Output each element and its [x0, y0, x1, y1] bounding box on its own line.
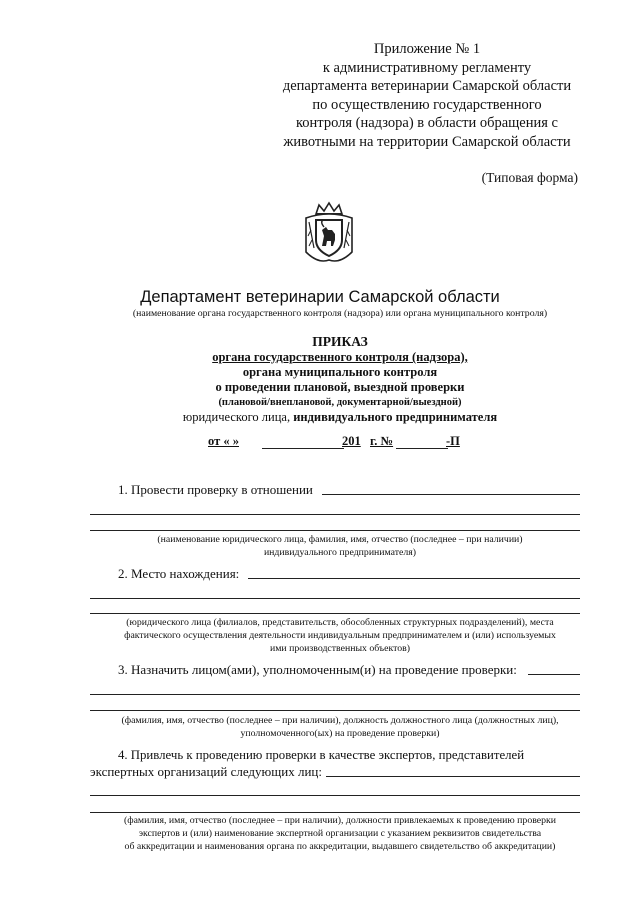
item-2-note-2: фактического осуществления деятельности индивидуальным предпринимателем и (или) используемых: [124, 630, 556, 641]
order-line-1: органа государственного контроля (надзора),: [212, 350, 468, 364]
item-3-line-3: [90, 710, 580, 711]
item-1-note-2: индивидуального предпринимателя): [263, 547, 417, 558]
appendix-line-1: Приложение № 1: [373, 41, 481, 57]
order-line-2: органа муниципального контроля: [242, 365, 438, 379]
date-underline-2: [396, 448, 448, 449]
item-4-field-line: [326, 776, 580, 777]
item-1-line-2: [90, 514, 580, 515]
appendix-line-2: к административному регламенту: [322, 59, 532, 76]
appendix-line-5: контроля (надзора) в области обращения с: [295, 115, 558, 131]
form-type-label: (Типовая форма): [481, 170, 578, 185]
item-2-line-3: [90, 613, 580, 614]
order-line-4: (плановой/внеплановой, документарной/выездной): [218, 397, 462, 408]
item-4-line-2: [90, 795, 580, 796]
item-3-field-line: [528, 674, 580, 675]
order-line-5: [0, 410, 640, 425]
item-4-note-2: экспертов и (или) наименование экспертной организации с указанием реквизитов свидетельства: [138, 828, 542, 839]
date-number-label: г. №: [370, 434, 394, 448]
item-2-field-line: [248, 578, 580, 579]
item-2-line-2: [90, 598, 580, 599]
item-2-note-3: ими производственных объектов): [269, 643, 411, 654]
department-note: (наименование органа государственного контроля (надзора) или органа муниципального контроля): [132, 308, 548, 319]
appendix-line-4: по осуществлению государственного: [312, 96, 542, 113]
item-1-text: 1. Провести проверку в отношении: [118, 482, 313, 497]
appendix-line-6: животными на территории Самарской области: [283, 133, 571, 150]
item-4-text-line-2: экспертных организаций следующих лиц:: [90, 764, 322, 779]
order-line-5-bold: индивидуального предпринимателя: [290, 410, 498, 424]
date-year: 201: [342, 434, 361, 448]
item-1-field-line: [322, 494, 580, 495]
item-2-text: 2. Место нахождения:: [118, 566, 240, 581]
date-from: от « »: [208, 434, 239, 448]
order-title: ПРИКАЗ: [312, 334, 368, 349]
date-suffix: -П: [446, 434, 460, 448]
item-3-note-2: уполномоченного(ых) на проведение проверки): [240, 728, 440, 739]
coat-of-arms-icon: [300, 200, 358, 266]
date-underline-1: [262, 448, 344, 449]
item-3-text: 3. Назначить лицом(ами), уполномоченным(и) на проведение проверки:: [118, 662, 517, 677]
order-line-3: о проведении плановой, выездной проверки: [215, 380, 465, 394]
item-1-note-1: (наименование юридического лица, фамилия, имя, отчество (последнее – при наличии): [157, 534, 523, 545]
item-2-note-1: (юридического лица (филиалов, представительств, обособленных структурных подразделений), места: [126, 617, 554, 628]
department-title: Департамент ветеринарии Самарской области: [140, 288, 500, 306]
appendix-line-3: департамента ветеринарии Самарской области: [282, 78, 572, 94]
item-4-note-1: (фамилия, имя, отчество (последнее – при наличии), должности привлекаемых к проведению проверки: [123, 815, 557, 826]
item-3-line-2: [90, 694, 580, 695]
item-1-line-3: [90, 530, 580, 531]
item-4-text-line-1: 4. Привлечь к проведению проверки в качестве экспертов, представителей: [118, 748, 525, 762]
appendix-header: [262, 40, 592, 151]
order-line-5-normal: юридического лица,: [182, 410, 291, 424]
item-3-note-1: (фамилия, имя, отчество (последнее – при наличии), должность должностного лица (должностных лиц),: [121, 715, 559, 726]
item-4-line-3: [90, 812, 580, 813]
item-4-note-3: об аккредитации и наименования органа по аккредитации, выдавшего свидетельство об аккредитации): [124, 841, 556, 852]
